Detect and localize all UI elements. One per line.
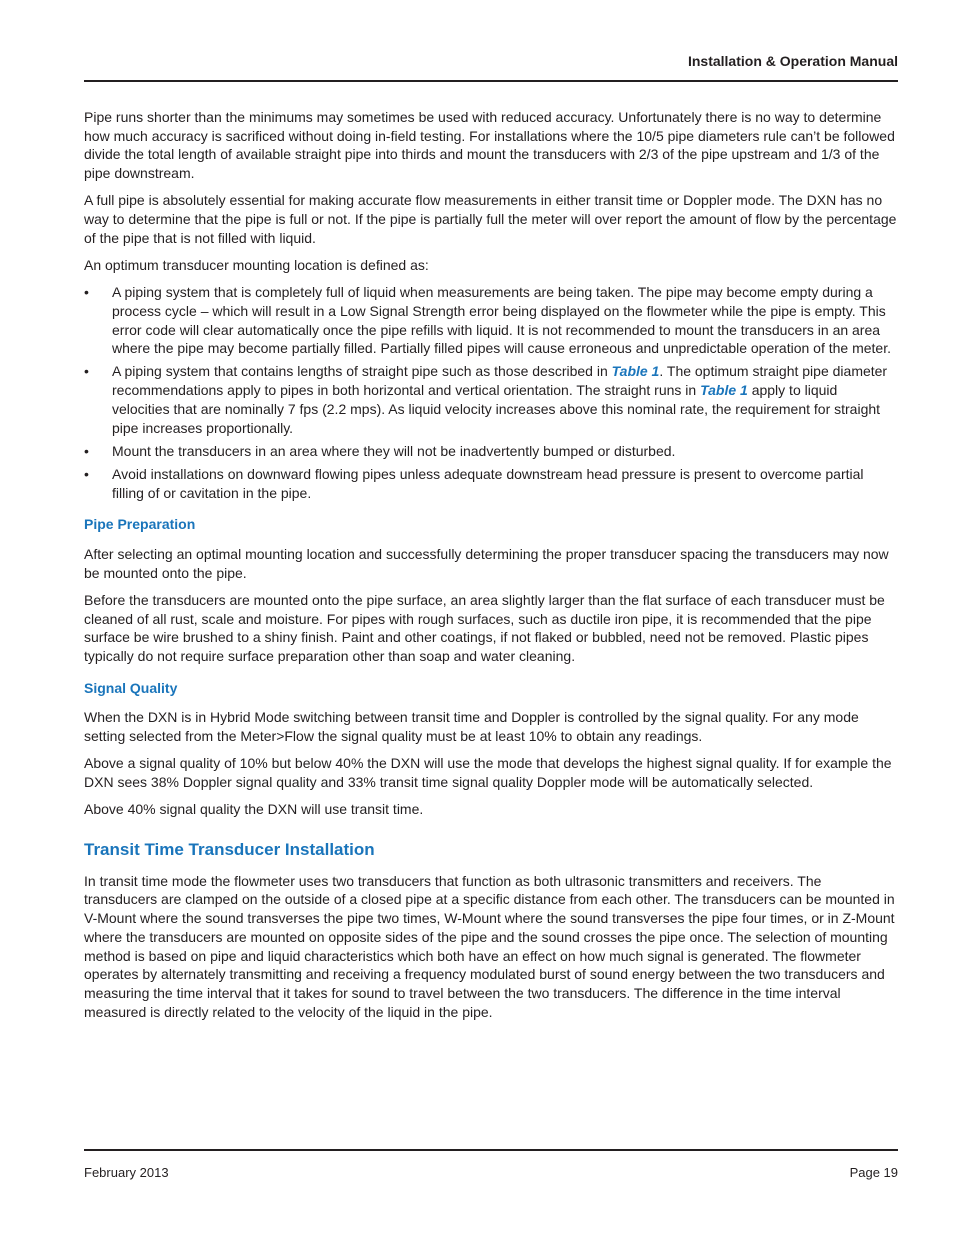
pipe-preparation-heading: Pipe Preparation — [84, 516, 196, 533]
bullet-marker: • — [84, 284, 89, 301]
header-divider — [84, 80, 898, 82]
list-item-text: Mount the transducers in an area where they will not be inadvertently bumped or disturbed. — [112, 442, 676, 459]
list-item — [84, 362, 898, 437]
page-body — [84, 108, 898, 1030]
paragraph-transit-time: In transit time mode the flowmeter uses two transducers that function as both ultrasonic transmitters and receivers. The transducers are clamped on the outside of a closed pipe at a specific distance from each other. The transducers can be mounted in V-Mount where the sound transverses the pipe two times, W-Mount where the sound transverses the pipe four times, or in Z-Mount where the transducers are mounted on opposite sides of the pipe and the sound crosses the pipe once. The selection of mounting method is based on pipe and liquid characteristics which both have an effect on how much signal is generated. The flowmeter operates by alternately transmitting and receiving a frequency modulated burst of sound energy between the two transducers and measuring the time interval that it takes for sound to travel between the two transducers. The difference in the time interval measured is directly related to the velocity of the liquid in the pipe. — [84, 872, 895, 1020]
list-item — [84, 283, 898, 358]
list-item-text: A piping system that is completely full of liquid when measurements are being taken. The pipe may become empty during a process cycle – which will result in a Low Signal Strength error being displayed on the flowmeter while the pipe is empty. This error code will clear automatically once the pipe refills with liquid. It is not recommended to mount the transducers in an area where the pipe may become partially filled. Partially filled pipes will cause erroneous and unpredictable operation of the meter. — [112, 284, 891, 357]
list-item-text-middle: . The optimum straight pipe diameter recommendations apply to pipes in both horizontal and vertical orientation. The straight runs in — [112, 363, 888, 399]
footer-date: February 2013 — [84, 1165, 169, 1180]
paragraph-short-pipe-runs: Pipe runs shorter than the minimums may sometimes be used with reduced accuracy. Unfortunately there is no way to determine how much accuracy is sacrificed without doing in-field testing. For installations where the 10/5 pipe diameters rule can’t be followed divide the total length of available straight pipe into thirds and mount the transducers with 2/3 of the pipe upstream and 1/3 of the pipe downstream. — [84, 109, 895, 182]
list-item — [84, 465, 898, 502]
signal-quality-heading: Signal Quality — [84, 679, 178, 696]
mounting-location-list — [84, 283, 898, 502]
footer-divider — [84, 1149, 898, 1151]
list-item-text-end: apply to liquid velocities that are nominally 7 fps (2.2 mps). As liquid velocity increases above this nominal rate, the requirement for straight pipe increases proportionally. — [112, 382, 881, 436]
paragraph-signal-quality-2: Above a signal quality of 10% but below 40% the DXN will use the mode that develops the highest signal quality. If for example the DXN sees 38% Doppler signal quality and 33% transit time signal quality Doppler mode will be automatically selected. — [84, 755, 892, 791]
footer-page-number: Page 19 — [849, 1165, 898, 1180]
bullet-marker: • — [84, 442, 89, 459]
paragraph-full-pipe: A full pipe is absolutely essential for making accurate flow measurements in either transit time or Doppler mode. The DXN has no way to determine that the pipe is full or not. If the pipe is partially full the meter will over report the amount of flow by the percentage of the pipe that is not filled with liquid. — [84, 192, 897, 246]
paragraph-signal-quality-3: Above 40% signal quality the DXN will use transit time. — [84, 801, 424, 818]
table-1-link[interactable]: Table 1 — [611, 363, 660, 380]
bullet-marker: • — [84, 465, 89, 482]
paragraph-mounting-location-intro: An optimum transducer mounting location is defined as: — [84, 256, 429, 273]
table-1-link[interactable]: Table 1 — [700, 382, 748, 399]
paragraph-pipe-prep-1: After selecting an optimal mounting location and successfully determining the proper transducer spacing the transducers may now be mounted onto the pipe. — [84, 546, 889, 581]
list-item-text: Avoid installations on downward flowing pipes unless adequate downstream head pressure is present to overcome partial filling of or cavitation in the pipe. — [112, 465, 864, 501]
transit-time-heading: Transit Time Transducer Installation — [84, 840, 375, 859]
list-item-text-start: A piping system that contains lengths of straight pipe such as those described in — [112, 363, 612, 380]
paragraph-pipe-prep-2: Before the transducers are mounted onto the pipe surface, an area slightly larger than the flat surface of each transducer must be cleaned of all rust, scale and moisture. For pipes with rough surfaces, such as ductile iron pipe, it is recommended that the pipe surface be wire brushed to a shiny finish. Paint and other coatings, if not flaked or bubbled, need not be removed. Plastic pipes typically do not require surface preparation other than soap and water cleaning. — [84, 591, 885, 665]
bullet-marker: • — [84, 363, 89, 380]
document-header-title: Installation & Operation Manual — [687, 53, 898, 69]
paragraph-signal-quality-1: When the DXN is in Hybrid Mode switching between transit time and Doppler is controlled by the signal quality. For any mode setting selected from the Meter>Flow the signal quality must be at least 10% to obtain any readings. — [84, 709, 859, 745]
list-item — [84, 442, 898, 461]
